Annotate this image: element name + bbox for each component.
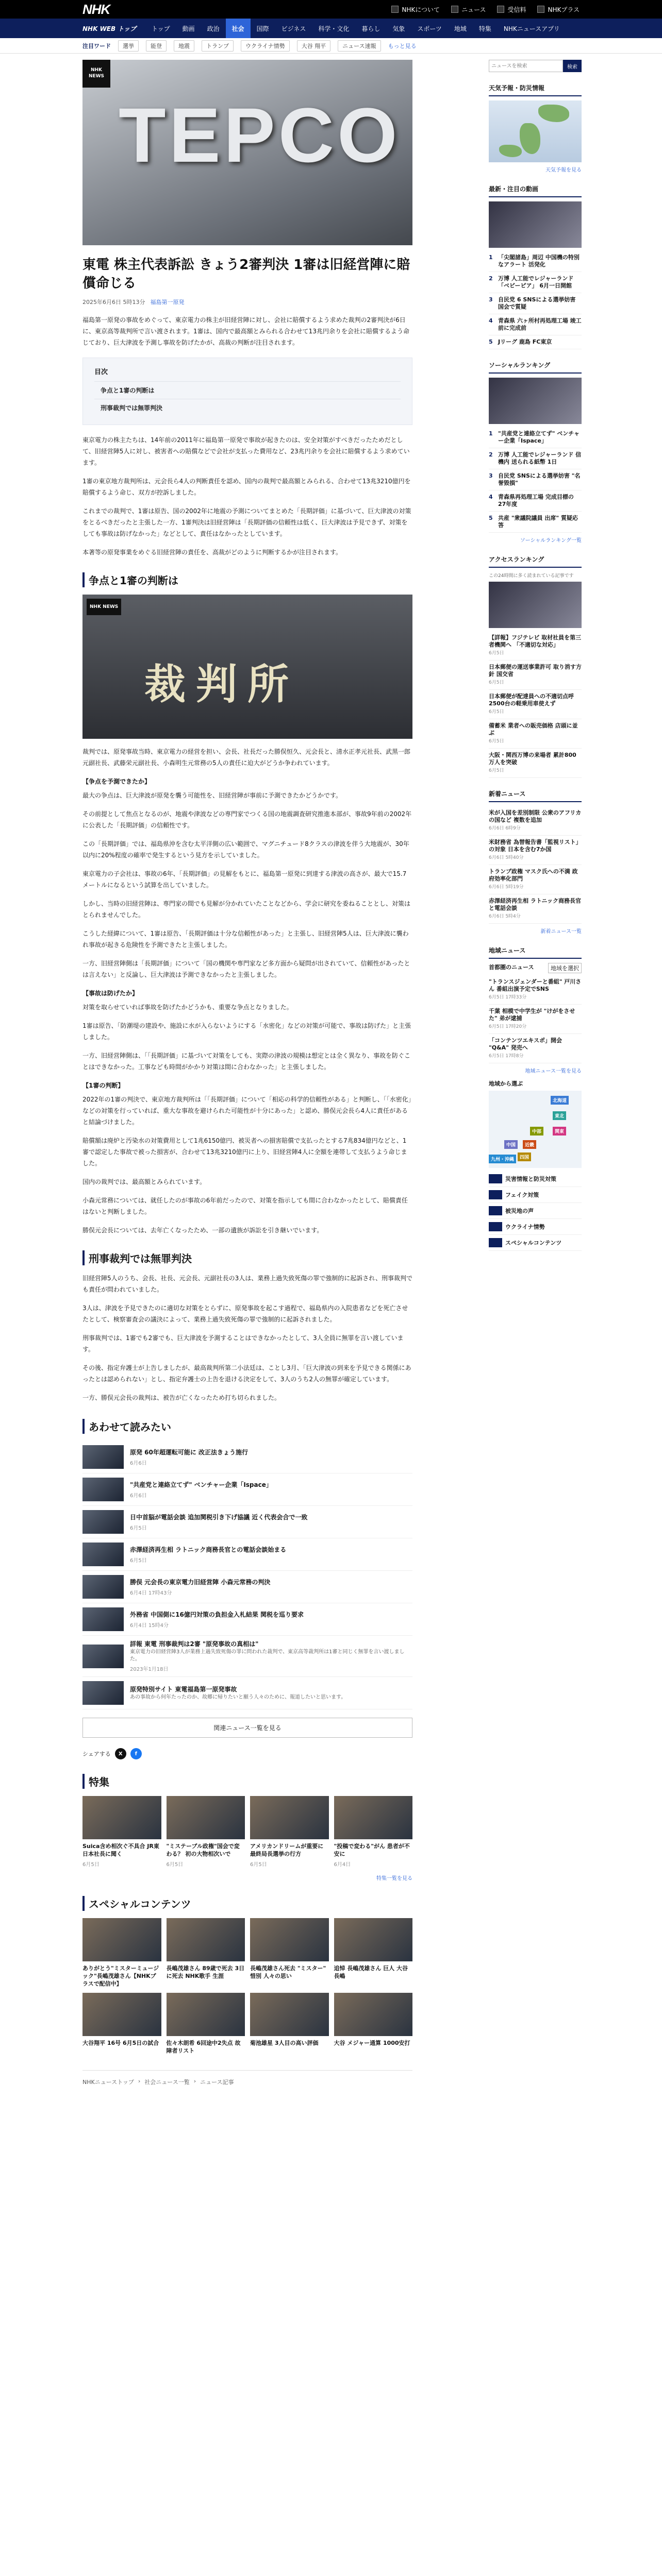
breadcrumb: NHKニューストップ › 社会ニュース一覧 › ニュース記事: [82, 2070, 412, 2093]
top-link[interactable]: NHKプラス: [537, 5, 580, 14]
related-item[interactable]: "共産党と連絡立てず" ベンチャー企業「Ispace」 6月6日: [82, 1473, 412, 1506]
search-button[interactable]: 検索: [563, 60, 582, 72]
article-main: [82, 60, 412, 2093]
paragraph: 東京電力の株主たちは、14年前の2011年に福島第一原発で事故が起きたのは、安全対策がすべきだったためだとして、旧経営陣5人に対し、被害者への賠償などで会社が支払った費用など、23兆円余りを会社に賠償するよう求めています。: [82, 436, 410, 466]
access-heading: アクセスランキング: [489, 552, 582, 568]
region-button[interactable]: 北海道: [551, 1096, 569, 1105]
thumbnail: [82, 1543, 124, 1566]
card-image: [250, 1993, 329, 2036]
hero-sign-text: TEPCO: [119, 92, 401, 178]
nav-item[interactable]: 特集: [478, 25, 491, 32]
related-heading: あわせて読みたい: [82, 1419, 412, 1434]
toc-item[interactable]: 争点と1審の判断は: [94, 381, 401, 399]
rank-item[interactable]: 4 青森県 六ヶ所村再処理工場 竣工前に完成前: [489, 314, 582, 335]
toc-heading: 目次: [94, 368, 108, 376]
social-item[interactable]: 2 万博 人工能でレジャーランド 信機内 送られる紙幣 1日: [489, 448, 582, 469]
local-item[interactable]: 「コンテンツエキスポ」開会 "Q&A" 発売へ 6月5日 17時8分: [489, 1034, 582, 1063]
special-card[interactable]: 大谷 メジャー通算 1000安打: [334, 1993, 413, 2055]
weather-map[interactable]: [489, 100, 582, 162]
sub-heading: 【事故は防げたか】: [82, 990, 139, 997]
paragraph: 本著等の原発事業をめぐる旧経営陣の責任を、高裁がどのように判断するかが注目されます。: [82, 549, 342, 556]
play-icon: [537, 6, 544, 13]
nav-item[interactable]: 政治: [207, 25, 220, 32]
social-more-link[interactable]: ソーシャルランキング一覧: [520, 538, 582, 544]
toc-item[interactable]: 刑事裁判では無罪判決: [94, 399, 401, 416]
trending-word[interactable]: トランプ: [202, 40, 234, 52]
special-card[interactable]: 佐々木朗希 6回途中2失点 故障者リスト: [167, 1993, 245, 2055]
nav-item[interactable]: 暮らし: [361, 25, 380, 32]
paragraph: 小森元常務については、就任したのが事故の6年前だったので、対策を指示しても間に合わなかったとして、賠償責任はないと判断しました。: [82, 1197, 408, 1215]
local-header: [489, 963, 582, 973]
nav-app-link[interactable]: NHKニュースアプリ: [503, 25, 560, 32]
x-share-icon[interactable]: X: [115, 1748, 126, 1759]
service-icon: [489, 1206, 502, 1215]
rank-item[interactable]: 5 Jリーグ 鹿島 FC東京: [489, 335, 582, 349]
nav-item[interactable]: ビジネス: [281, 25, 306, 32]
card-image: [250, 1796, 329, 1839]
feature-card[interactable]: アメリカンドリームが重要に 最終局長選挙の行方 6月5日: [250, 1796, 329, 1868]
region-button[interactable]: 近畿: [523, 1140, 536, 1149]
special-card[interactable]: 菊池雄星 3人目の高い評価: [250, 1993, 329, 2055]
paragraph: こうした経緯について、1審は原告、「長期評価は十分な信頼性があった」と主張し、旧経営陣5人は、巨大津波に襲われ事故が起きる危険性を予測できたと主張しました。: [82, 930, 409, 948]
access-item[interactable]: 日本郵便が配達員への不適切点呼 2500台の軽乗用車使えず 6月5日: [489, 690, 582, 719]
related-item[interactable]: 原発特別サイト 東電福島第一原発事故 あの事故から何年たったのか、故郷に帰りたいと願う人々のために、報道したいと思います。: [82, 1677, 412, 1709]
access-thumbnail[interactable]: [489, 582, 582, 628]
related-item[interactable]: 赤澤経済再生相 ラトニック商務長官との電話会談始まる 6月5日: [82, 1538, 412, 1571]
trending-words: [0, 38, 662, 54]
nhk-logo[interactable]: NHK: [82, 1, 110, 17]
region-button[interactable]: 九州・沖縄: [489, 1155, 516, 1163]
paragraph: 一方、旧経営陣側は、「「長期評価」に基づいて対策をしても、実際の津波の規模は想定とは全く異なり、事故を防ぐことはできなかった。工事なども時間がかかり対策は間に合わなかった」と主張しました。: [82, 1052, 411, 1071]
paragraph: 3人は、津波を予見できたのに適切な対策をとらずに、原発事故を起こす過程で、福島県内の入院患者などを死亡させたとして、検察審査会の議決によって、業務上過失致死傷の罪で強制的に起訴されました。: [82, 1304, 408, 1323]
map-land: [520, 123, 540, 154]
region-select[interactable]: 地域を選択: [548, 963, 582, 973]
news-item[interactable]: 米が入国を差別制限 公衆のアフリカの国など 複数を追加 6月6日 6時9分: [489, 806, 582, 836]
features-grid: [82, 1796, 412, 1868]
search-box: [489, 60, 582, 72]
paragraph: 裁判では、原発事故当時、東京電力の経営を担い、会長、社長だった勝俣恒久、元会長と、清水正孝元社長、武黒一郎元副社長、武藤栄元副社長、小森明生元常務の5人の責任に迫大がどうか争われています。: [82, 748, 411, 767]
feature-card[interactable]: Suica含め相次ぐ不具合 JR東日本社長に聞く 6月5日: [82, 1796, 161, 1868]
thumbnail: [82, 1445, 124, 1469]
news-item[interactable]: 赤澤経済再生相 ラトニック商務長官と電話会談 6月6日 5時4分: [489, 894, 582, 924]
paragraph: この「長期評価」では、福島県沖を含む太平洋側の広い範囲で、マグニチュード8クラスの津波を伴う大地震が、30年以内に20%程度の確率で発生するという見方を示していました。: [82, 840, 409, 859]
news-item[interactable]: トランプ政権 マスク氏への不満 政府効率化部門 6月6日 5時19分: [489, 865, 582, 894]
trending-word[interactable]: ウクライナ情勢: [241, 40, 290, 52]
card-image: [250, 1918, 329, 1961]
trending-word[interactable]: 選挙: [118, 40, 139, 52]
nav-item-active[interactable]: 社会: [226, 19, 251, 38]
section-heading: 刑事裁判では無罪判決: [82, 1250, 412, 1265]
region-button[interactable]: 関東: [553, 1127, 566, 1136]
special-card[interactable]: 追悼 長嶋茂雄さん 巨人 大谷 長嶋: [334, 1918, 413, 1988]
related-articles: [82, 1419, 412, 1738]
paragraph: しかし、当時の旧経営陣は、専門家の間でも見解が分かれていたことなどから、学会に研究を委ねることとし、対策はとられませんでした。: [82, 900, 411, 919]
thumbnail: [82, 1575, 124, 1599]
nav-item[interactable]: 気象: [392, 25, 405, 32]
nhk-news-badge: NHK NEWS: [87, 599, 121, 615]
thumbnail: [82, 1681, 124, 1705]
rank-item[interactable]: 1 「尖閣諸島」周辺 中国機の特別なアラート 活発化: [489, 251, 582, 272]
thumbnail: [82, 1478, 124, 1501]
social-item[interactable]: 1 "共産党と連絡立てず" ベンチャー企業「Ispace」: [489, 427, 582, 448]
facebook-share-icon[interactable]: f: [130, 1748, 142, 1759]
court-sign-text: 裁判所: [144, 660, 299, 708]
local-item[interactable]: "トランスジェンダーと番組" 戸川さん 番組出演予定でSNS 6月5日 17時33分: [489, 975, 582, 1005]
article-lead: 福島第一原発の事故をめぐって、東京電力の株主が旧経営陣に対し、会社に賠償するよう求めた裁判の2審判決が6日に、東京高等裁判所で言い渡されます。1審は、国内で最高額とみられる合わせて13兆円余りを会社に賠償するよう命じており、巨大津波を予測し事故を防げたかが、高裁の判断が注目されます。: [82, 316, 409, 346]
social-heading: ソーシャルランキング: [489, 358, 582, 374]
hero-image: [82, 60, 412, 245]
feature-card[interactable]: "投稿で変わる"がん 患者が不安に 6月4日: [334, 1796, 413, 1868]
local-heading: 地域ニュース: [489, 943, 582, 959]
nhk-news-badge: NHK NEWS: [82, 60, 110, 88]
nav-item[interactable]: トップ: [151, 25, 170, 32]
service-link[interactable]: 被災地の声: [489, 1203, 582, 1219]
access-item[interactable]: 【詳報】フジテレビ 取材社員を第三者機関へ 「不適切な対応」 6月5日: [489, 631, 582, 660]
access-item[interactable]: 日本郵便の運送事業許可 取り消す方針 国交省 6月5日: [489, 660, 582, 690]
paragraph: 対策を取らせていれば事故を防げたかどうかも、重要な争点となりました。: [82, 1004, 293, 1011]
special-heading: スペシャルコンテンツ: [82, 1896, 412, 1911]
service-icon: [489, 1238, 502, 1247]
paragraph: 賠償額は廃炉と汚染水の対策費用として1兆6150億円、被災者への損害賠償で支払ったとする7兆834億円などと、1審で認定した事故で被った損害が、合わせて13兆3210億円に上り、旧経営陣4人に全額を連帯して支払うよう命じました。: [82, 1137, 407, 1167]
special-card[interactable]: 大谷翔平 16号 6月5日の試合: [82, 1993, 161, 2055]
service-icon: [489, 1222, 502, 1231]
service-link[interactable]: ウクライナ情勢: [489, 1219, 582, 1235]
paragraph: 東京電力の子会社は、事故の6年、「長期評価」の見解をもとに、福島第一原発に到達する津波の高さが、最大で15.7メートルになるという試算を出していました。: [82, 870, 407, 889]
card-image: [167, 1993, 245, 2036]
trending-more-link[interactable]: もっと見る: [388, 42, 417, 49]
trending-word[interactable]: 地震: [174, 40, 194, 52]
sub-heading: 【争点を予測できたか】: [82, 778, 151, 785]
related-more-button[interactable]: 関連ニュース一覧を見る: [82, 1718, 412, 1738]
paragraph: 刑事裁判では、1審でも2審でも、巨大津波を予測することはできなかったとして、3人全員に無罪を言い渡しています。: [82, 1334, 404, 1353]
card-image: [167, 1918, 245, 1961]
trending-word[interactable]: 大谷 翔平: [297, 40, 331, 52]
card-image: [334, 1918, 413, 1961]
court-image: [82, 595, 412, 739]
paragraph: 国内の裁判では、最高額とみられています。: [82, 1178, 206, 1185]
nav-item[interactable]: スポーツ: [417, 25, 442, 32]
card-image: [82, 1993, 161, 2036]
card-image: [334, 1993, 413, 2036]
table-of-contents: [82, 358, 412, 425]
article-tag[interactable]: 福島第一原発: [150, 299, 185, 306]
map-land: [499, 145, 522, 157]
sub-heading: 【1審の判断】: [82, 1082, 124, 1089]
paragraph: これまでの裁判で、1審は原告、国の2002年に地震の予測についてまとめた「長期評価」に基づいて、巨大津波の対策をとるべきだったと主張した一方、1審判決は旧経営陣は「長期評価の信頼性は低く、巨大津波は予見できず、対策をしても事故は防げなかった」などとして、責任はなかったとしています。: [82, 507, 411, 537]
section-heading: 争点と1審の判断は: [82, 572, 412, 587]
paragraph: 旧経営陣5人のうち、会長、社長、元会長、元副社長の3人は、業務上過失致死傷の罪で強制的に起訴され、刑事裁判でも責任が問われていました。: [82, 1275, 412, 1293]
special-card[interactable]: 長嶋茂雄さん死去 "ミスター" 惜別 人々の思い: [250, 1918, 329, 1988]
region-button[interactable]: 中国: [504, 1140, 518, 1149]
special-card[interactable]: 長嶋茂雄さん 89歳で死去 3日に死去 NHK歌手 生涯: [167, 1918, 245, 1988]
article-meta: [82, 298, 412, 306]
features-more-link[interactable]: 特集一覧を見る: [376, 1876, 412, 1882]
nav-item[interactable]: 科学・文化: [318, 25, 350, 32]
social-item[interactable]: 4 青森県再処理工場 完成目標の27年度: [489, 490, 582, 512]
ranking-heading: 最新・注目の動画: [489, 181, 582, 197]
share-bar: [82, 1748, 412, 1759]
top-link[interactable]: NHKについて: [391, 5, 440, 14]
region-map-title: 地域から選ぶ: [489, 1080, 523, 1087]
social-thumbnail[interactable]: [489, 378, 582, 424]
rank-item[interactable]: 2 万博 人工能でレジャーランド「ベビーピア」 6月一日開館: [489, 272, 582, 293]
trending-word[interactable]: ニュース速報: [338, 40, 380, 52]
related-item[interactable]: 外務省 中国側に16億円対策の負担金入札結果 関税を巡り要求 6月4日 15時4分: [82, 1603, 412, 1636]
search-input[interactable]: [489, 60, 563, 72]
features-heading: 特集: [82, 1774, 412, 1789]
thumbnail: [82, 1607, 124, 1631]
weather-link[interactable]: 天気予報を見る: [545, 167, 582, 173]
card-image: [82, 1796, 161, 1839]
receipt-icon: [497, 6, 504, 13]
video-thumbnail[interactable]: [489, 201, 582, 248]
nhk-icon: [391, 6, 399, 13]
paragraph: その前提として焦点となるのが、地震や津波などの専門家でつくる国の地震調査研究推進本部が、事故9年前の2002年に公表した「長期評価」の信頼性です。: [82, 810, 412, 829]
category-nav: [0, 19, 662, 38]
breadcrumb-item: ニュース記事: [200, 2079, 234, 2086]
nav-item[interactable]: 国際: [256, 25, 269, 32]
service-link[interactable]: フェイク対策: [489, 1187, 582, 1203]
trending-word[interactable]: 能登: [146, 40, 167, 52]
service-icon: [489, 1174, 502, 1183]
weather-heading: 天気予報・防災情報: [489, 80, 582, 96]
nav-item[interactable]: 地域: [454, 25, 467, 32]
related-item[interactable]: 原発 60年超運転可能に 改正法きょう施行 6月6日: [82, 1441, 412, 1473]
region-button[interactable]: 中部: [530, 1127, 543, 1136]
rank-item[interactable]: 3 自民党 6 SNSによる選挙妨害 国会で質疑: [489, 293, 582, 314]
share-label: シェアする: [82, 1751, 111, 1757]
service-link[interactable]: 災害情報と防災対策: [489, 1171, 582, 1187]
access-item[interactable]: 大阪・関西万博の来場者 累計800万人を突破 6月5日: [489, 749, 582, 778]
paragraph: 一方、勝俣元会長の裁判は、被告が亡くなったため打ち切られました。: [82, 1394, 281, 1401]
special-card[interactable]: ありがとう"ミスターミュージック"長嶋茂雄さん【NHKプラスで配信中】: [82, 1918, 161, 1988]
region-button[interactable]: 東北: [553, 1111, 566, 1120]
top-links: [391, 5, 580, 14]
related-item[interactable]: 勝俣 元会長の東京電力旧経営陣 小森元常務の判決 6月4日 17時43分: [82, 1571, 412, 1603]
news-item[interactable]: 米財務省 為替報告書「監視リスト」の対象 日本を含む7か国 6月6日 5時40分: [489, 836, 582, 865]
related-item[interactable]: 詳報 東電 刑事裁判は2審 "原発事故の真相は" 東京電力の旧経営陣3人が業務上過失致死傷の罪に問われた裁判で、東京高等裁判所は1審と同じく無罪を言い渡しました。 2023年1月18日: [82, 1636, 412, 1677]
breadcrumb-item[interactable]: 社会ニュース一覧: [144, 2079, 190, 2086]
map-land: [538, 105, 569, 122]
paragraph: 最大の争点は、巨大津波が原発を襲う可能性を、旧経営陣が事前に予測できたかどうかです。: [82, 792, 342, 799]
access-subtitle: この24時間に多く読まれている記事です: [489, 573, 574, 579]
paragraph: 1審の東京地方裁判所は、元会長ら4人の判断責任を認め、国内の裁判で最高額とみられる、合わせて13兆3210億円を賠償するよう命じ、双方が控訴しました。: [82, 478, 411, 496]
local-pref-title: 首都圏のニュース: [489, 964, 534, 971]
paragraph: 1審は原告、「防潮堤の建設や、施設に水が入らないようにする「水密化」などの対策が可能で、事故は防げた」と主張しました。: [82, 1022, 411, 1041]
card-image: [82, 1918, 161, 1961]
paragraph: 一方、旧経営陣側は「長期評価」について「国の機関や専門家など多方面から疑問が出されていて、信頼性があったとは言えない」と反論し、巨大津波は予測できなかったと主張しました。: [82, 960, 410, 978]
region-button[interactable]: 四国: [518, 1153, 531, 1161]
related-item[interactable]: 日中首脳が電話会談 追加関税引き下げ協議 近く代表会合で一致 6月5日: [82, 1506, 412, 1538]
special-grid: [82, 1918, 412, 2055]
top-link[interactable]: ニュース: [451, 5, 486, 14]
service-icon: [489, 1190, 502, 1199]
article-title: 東電 株主代表訴訟 きょう2審判決 1審は旧経営陣に賠償命じる: [82, 257, 410, 291]
paragraph: その後、指定弁護士が上告しましたが、最高裁判所第二小法廷は、ことし3月、「巨大津波の到来を予見できる関係にあったとは認められない」とし、指定弁護士の上告を退ける決定をして、3人のうち2人の無罪が確定しています。: [82, 1364, 411, 1383]
social-item[interactable]: 3 自民党 SNSによる選挙妨害 "名誉毀損": [489, 469, 582, 490]
access-item[interactable]: 備蓄米 業者への販売価格 店頭に並ぶ 6月5日: [489, 719, 582, 749]
paragraph: 勝俣元会長については、去年亡くなったため、一部の遺族が訴訟を引き継いでいます。: [82, 1227, 323, 1234]
top-link[interactable]: 受信料: [497, 5, 526, 14]
article-date: 2025年6月6日 5時13分: [82, 299, 145, 306]
social-item[interactable]: 5 共産 "衆議院議員 出席" 質疑応答: [489, 512, 582, 533]
thumbnail: [82, 1645, 124, 1668]
service-link[interactable]: スペシャルコンテンツ: [489, 1235, 582, 1251]
local-more-link[interactable]: 地域ニュース一覧を見る: [525, 1069, 582, 1074]
region-map: [489, 1091, 582, 1168]
trending-title: 注目ワード: [82, 42, 111, 49]
thumbnail: [82, 1510, 124, 1534]
news-icon: [451, 6, 458, 13]
nav-item[interactable]: 動画: [182, 25, 195, 32]
sidebar: [489, 60, 582, 1251]
card-image: [334, 1796, 413, 1839]
nav-brand[interactable]: NHK WEB トップ: [82, 25, 136, 32]
local-item[interactable]: 千葉 相模で中学生が "けがをさせた" 弟が逮捕 6月5日 17時20分: [489, 1005, 582, 1034]
breadcrumb-item[interactable]: NHKニューストップ: [82, 2079, 134, 2086]
news-more-link[interactable]: 新着ニュース一覧: [540, 929, 582, 935]
paragraph: 2022年の1審の判決で、東京地方裁判所は「「長期評価」について「相応の科学的信頼性がある」と判断し、「「水密化」などの対策を行っていれば、重大な事故を避けられた可能性が十分にあった」と認め、勝俣元会長ら4人に責任があると結論づけました。: [82, 1096, 411, 1126]
news-heading: 新着ニュース: [489, 786, 582, 802]
top-bar: [0, 0, 662, 19]
card-image: [167, 1796, 245, 1839]
feature-card[interactable]: "ミステーブル政権"国会で変わる？ 初の大物相次いで 6月5日: [167, 1796, 245, 1868]
